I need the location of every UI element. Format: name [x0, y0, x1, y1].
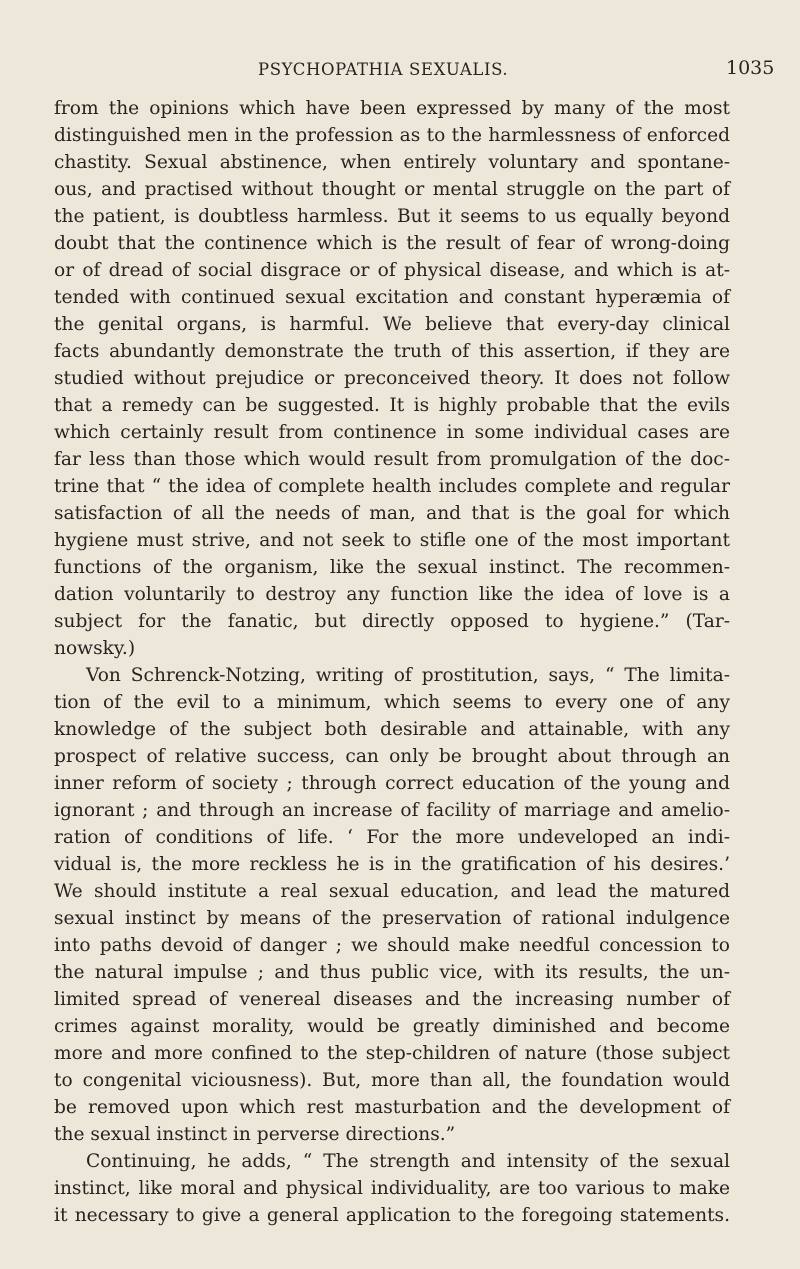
text-line: functions of the organism, like the sexual instinct. The recommen- — [54, 557, 730, 578]
text-line: the natural impulse ; and thus public vice, with its results, the un- — [54, 962, 730, 983]
text-line: the genital organs, is harmful. We believe that every-day clinical — [54, 314, 730, 335]
text-line: doubt that the continence which is the result of fear of wrong-doing — [54, 233, 730, 254]
text-line: trine that “ the idea of complete health includes complete and regular — [54, 476, 730, 497]
text-line: Von Schrenck-Notzing, writing of prostitution, says, “ The limita- — [86, 665, 730, 686]
text-line: the sexual instinct in perverse directions.” — [54, 1124, 456, 1145]
text-line: it necessary to give a general application to the foregoing statements. — [54, 1205, 730, 1226]
text-line: satisfaction of all the needs of man, and that is the goal for which — [54, 503, 730, 524]
text-line: or of dread of social disgrace or of physical disease, and which is at- — [54, 260, 730, 281]
text-line: studied without prejudice or preconceived theory. It does not follow — [54, 368, 730, 389]
text-line: sexual instinct by means of the preservation of rational indulgence — [54, 908, 730, 929]
text-line: to congenital viciousness). But, more than all, the foundation would — [54, 1070, 730, 1091]
text-line: vidual is, the more reckless he is in the gratification of his desires.’ — [54, 854, 730, 875]
text-line: facts abundantly demonstrate the truth of this assertion, if they are — [54, 341, 730, 362]
text-line: knowledge of the subject both desirable and attainable, with any — [54, 719, 730, 740]
text-line: We should institute a real sexual education, and lead the matured — [54, 881, 730, 902]
page-header — [0, 57, 800, 90]
text-line: far less than those which would result from promulgation of the doc- — [54, 449, 730, 470]
text-line: ignorant ; and through an increase of facility of marriage and amelio- — [54, 800, 730, 821]
text-line: ous, and practised without thought or mental struggle on the part of — [54, 179, 730, 200]
text-line: nowsky.) — [54, 638, 136, 659]
text-line: crimes against morality, would be greatly diminished and become — [54, 1016, 730, 1037]
text-line: limited spread of venereal diseases and the increasing number of — [54, 989, 730, 1010]
text-line: that a remedy can be suggested. It is highly probable that the evils — [54, 395, 730, 416]
text-line: the patient, is doubtless harmless. But it seems to us equally beyond — [54, 206, 730, 227]
text-line: dation voluntarily to destroy any function like the idea of love is a — [54, 584, 730, 605]
text-line: instinct, like moral and physical individuality, are too various to make — [54, 1178, 730, 1199]
text-line: which certainly result from continence in some individual cases are — [54, 422, 730, 443]
text-line: ration of conditions of life. ‘ For the more undeveloped an indi- — [54, 827, 730, 848]
text-line: tended with continued sexual excitation and constant hyperæmia of — [54, 287, 730, 308]
text-line: Continuing, he adds, “ The strength and intensity of the sexual — [86, 1151, 730, 1172]
text-line: from the opinions which have been expressed by many of the most — [54, 98, 730, 119]
text-line: more and more confined to the step-children of nature (those subject — [54, 1043, 730, 1064]
running-title: PSYCHOPATHIA SEXUALIS. — [258, 60, 509, 79]
text-line: inner reform of society ; through correct education of the young and — [54, 773, 730, 794]
text-line: chastity. Sexual abstinence, when entirely voluntary and spontane- — [54, 152, 730, 173]
page-number: 1035 — [726, 57, 775, 79]
text-line: subject for the fanatic, but directly opposed to hygiene.” (Tar- — [54, 611, 730, 632]
text-line: prospect of relative success, can only be brought about through an — [54, 746, 730, 767]
text-line: hygiene must strive, and not seek to stifle one of the most important — [54, 530, 730, 551]
text-line: into paths devoid of danger ; we should make needful concession to — [54, 935, 730, 956]
text-line: be removed upon which rest masturbation and the development of — [54, 1097, 730, 1118]
text-line: tion of the evil to a minimum, which seems to every one of any — [54, 692, 730, 713]
text-line: distinguished men in the profession as to the harmlessness of enforced — [54, 125, 730, 146]
